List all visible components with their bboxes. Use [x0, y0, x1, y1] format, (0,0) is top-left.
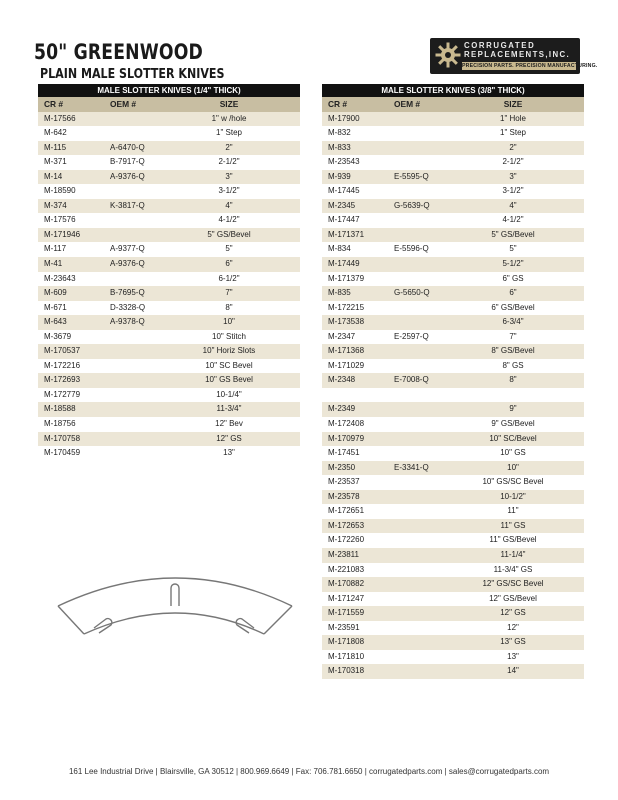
cr-number-cell: M-17451	[328, 448, 360, 458]
table-row	[322, 577, 584, 592]
table-row	[38, 112, 300, 127]
cr-number-cell: M-2350	[328, 462, 356, 472]
table-row	[38, 272, 300, 287]
cr-number-cell: M-172779	[44, 389, 81, 399]
cr-number-cell: M-643	[44, 317, 67, 327]
cr-number-cell: M-115	[44, 142, 67, 152]
table-row	[322, 402, 584, 417]
column-header-size: SIZE	[503, 99, 523, 109]
table-heading: MALE SLOTTER KNIVES (3/8" THICK)	[322, 84, 584, 97]
knife-inner-arc	[84, 613, 264, 634]
table-row	[322, 650, 584, 665]
size-cell: 2"	[509, 142, 517, 152]
oem-number-cell: B-7695-Q	[110, 288, 145, 298]
cr-number-cell: M-17449	[328, 259, 360, 269]
page-title: 50" GREENWOOD	[34, 40, 203, 64]
cr-number-cell: M-172260	[328, 535, 365, 545]
column-header-oem: OEM #	[394, 99, 421, 109]
logo-line-1: CORRUGATED	[464, 41, 536, 50]
table-three-eighths-inch	[322, 84, 584, 679]
table-row	[322, 490, 584, 505]
cr-number-cell: M-23578	[328, 491, 360, 501]
size-cell: 3"	[509, 171, 517, 181]
table-row	[322, 257, 584, 272]
size-cell: 10"	[223, 317, 235, 327]
cr-number-cell: M-170459	[44, 448, 81, 458]
size-cell: 2-1/2"	[218, 157, 240, 167]
size-cell: 12" GS	[500, 608, 526, 618]
size-cell: 5"	[509, 244, 517, 254]
table-row	[322, 417, 584, 432]
size-cell: 5"	[225, 244, 233, 254]
size-cell: 5" GS/Bevel	[491, 229, 535, 239]
cr-number-cell: M-18756	[44, 419, 76, 429]
cr-number-cell: M-171247	[328, 593, 365, 603]
oem-number-cell: E-2597-Q	[394, 331, 429, 341]
table-row	[38, 373, 300, 388]
size-cell: 3-1/2"	[502, 186, 524, 196]
column-header-row	[322, 97, 584, 112]
cr-number-cell: M-23537	[328, 477, 360, 487]
size-cell: 10" GS	[500, 448, 526, 458]
footer-contact: 161 Lee Industrial Drive | Blairsville, GA 30512 | 800.969.6649 | Fax: 706.781.6650 | corrugatedparts.com | sales@corrugatedparts.com	[68, 767, 550, 776]
table-row	[38, 141, 300, 156]
size-cell: 7"	[225, 288, 233, 298]
cr-number-cell: M-171946	[44, 229, 81, 239]
table-row	[38, 402, 300, 417]
size-cell: 10"	[507, 462, 519, 472]
size-cell: 13" GS	[500, 637, 526, 647]
table-row	[38, 199, 300, 214]
size-cell: 6" GS/Bevel	[491, 302, 535, 312]
cr-number-cell: M-609	[44, 288, 67, 298]
size-cell: 6"	[509, 288, 517, 298]
oem-number-cell: A-9378-Q	[110, 317, 145, 327]
table-row	[38, 446, 300, 461]
size-cell: 5" GS/Bevel	[207, 229, 251, 239]
oem-number-cell: A-6470-Q	[110, 142, 145, 152]
column-header-size: SIZE	[219, 99, 239, 109]
slotter-knife-drawing	[56, 572, 296, 644]
table-row	[322, 359, 584, 374]
cr-number-cell: M-17576	[44, 215, 76, 225]
table-row	[38, 417, 300, 432]
size-cell: 3"	[225, 171, 233, 181]
size-cell: 11"	[507, 506, 519, 516]
size-cell: 10-1/4"	[216, 389, 242, 399]
size-cell: 4"	[225, 200, 233, 210]
cr-number-cell: M-14	[44, 171, 63, 181]
cr-number-cell: M-23543	[328, 157, 360, 167]
cr-number-cell: M-17900	[328, 113, 360, 123]
cr-number-cell: M-642	[44, 128, 67, 138]
cr-number-cell: M-171559	[328, 608, 365, 618]
table-row	[38, 388, 300, 403]
size-cell: 1" Hole	[500, 113, 526, 123]
table-row	[38, 359, 300, 374]
oem-number-cell: K-3817-Q	[110, 200, 145, 210]
cr-number-cell: M-671	[44, 302, 67, 312]
table-row	[322, 664, 584, 679]
table-row	[38, 184, 300, 199]
cr-number-cell: M-2349	[328, 404, 356, 414]
cr-number-cell: M-170537	[44, 346, 81, 356]
cr-number-cell: M-171368	[328, 346, 365, 356]
table-row	[38, 170, 300, 185]
table-quarter-inch	[38, 84, 300, 461]
logo-tagline: PRECISION PARTS. PRECISION MANUFACTURING.	[462, 63, 598, 69]
size-cell: 11" GS	[500, 520, 526, 530]
table-row	[38, 155, 300, 170]
table-row	[38, 213, 300, 228]
cr-number-cell: M-939	[328, 171, 351, 181]
cr-number-cell: M-18588	[44, 404, 76, 414]
cr-number-cell: M-172408	[328, 419, 365, 429]
table-row	[38, 242, 300, 257]
cr-number-cell: M-172651	[328, 506, 365, 516]
size-cell: 9"	[509, 404, 517, 414]
table-row	[322, 388, 584, 403]
cr-number-cell: M-834	[328, 244, 351, 254]
table-row	[322, 592, 584, 607]
table-row	[38, 315, 300, 330]
size-cell: 1" w /hole	[211, 113, 247, 123]
table-row	[322, 184, 584, 199]
cr-number-cell: M-23643	[44, 273, 76, 283]
logo-line-2: REPLACEMENTS,INC.	[464, 50, 571, 59]
cr-number-cell: M-2345	[328, 200, 356, 210]
size-cell: 6"	[225, 259, 233, 269]
cr-number-cell: M-17566	[44, 113, 76, 123]
oem-number-cell: A-9376-Q	[110, 171, 145, 181]
cr-number-cell: M-2348	[328, 375, 356, 385]
table-row	[322, 272, 584, 287]
oem-number-cell: B-7917-Q	[110, 157, 145, 167]
size-cell: 11-3/4"	[216, 404, 242, 414]
table-row	[322, 635, 584, 650]
size-cell: 6-3/4"	[502, 317, 524, 327]
table-row	[322, 286, 584, 301]
knife-slot-center	[171, 584, 179, 606]
cr-number-cell: M-835	[328, 288, 351, 298]
table-row	[322, 155, 584, 170]
table-row	[322, 606, 584, 621]
size-cell: 10" Stitch	[212, 331, 246, 341]
oem-number-cell: E-7008-Q	[394, 375, 429, 385]
size-cell: 10" GS/SC Bevel	[482, 477, 544, 487]
size-cell: 12" GS/Bevel	[489, 593, 537, 603]
size-cell: 12"	[507, 622, 519, 632]
cr-number-cell: M-833	[328, 142, 351, 152]
cr-number-cell: M-832	[328, 128, 351, 138]
table-row	[322, 141, 584, 156]
table-row	[38, 228, 300, 243]
size-cell: 14"	[507, 666, 519, 676]
size-cell: 10" SC Bevel	[205, 360, 253, 370]
cr-number-cell: M-171371	[328, 229, 365, 239]
table-row	[322, 301, 584, 316]
size-cell: 11" GS/Bevel	[489, 535, 537, 545]
table-row	[322, 432, 584, 447]
size-cell: 11-3/4" GS	[493, 564, 533, 574]
table-row	[322, 228, 584, 243]
table-row	[322, 373, 584, 388]
table-row	[322, 446, 584, 461]
cr-number-cell: M-172215	[328, 302, 365, 312]
cr-number-cell: M-172216	[44, 360, 81, 370]
size-cell: 11-1/4"	[500, 549, 526, 559]
size-cell: 8"	[509, 375, 517, 385]
table-body	[322, 112, 584, 679]
size-cell: 4-1/2"	[218, 215, 240, 225]
table-row	[322, 126, 584, 141]
table-row	[322, 621, 584, 636]
knife-outer-arc	[58, 578, 292, 606]
table-row	[322, 548, 584, 563]
size-cell: 4"	[509, 200, 517, 210]
cr-number-cell: M-170979	[328, 433, 365, 443]
cr-number-cell: M-171029	[328, 360, 365, 370]
cr-number-cell: M-18590	[44, 186, 76, 196]
column-header-row	[38, 97, 300, 112]
gear-logo-icon	[434, 41, 462, 69]
size-cell: 6" GS	[502, 273, 524, 283]
cr-number-cell: M-374	[44, 200, 67, 210]
cr-number-cell: M-17447	[328, 215, 360, 225]
size-cell: 4-1/2"	[502, 215, 524, 225]
table-row	[322, 199, 584, 214]
table-row	[38, 257, 300, 272]
size-cell: 12" GS/SC Bevel	[482, 579, 544, 589]
table-row	[322, 533, 584, 548]
column-header-cr: CR #	[44, 99, 64, 109]
cr-number-cell: M-170318	[328, 666, 365, 676]
table-row	[322, 170, 584, 185]
cr-number-cell: M-171379	[328, 273, 365, 283]
column-header-oem: OEM #	[110, 99, 137, 109]
table-row	[322, 461, 584, 476]
size-cell: 8"	[225, 302, 233, 312]
table-row	[322, 213, 584, 228]
table-row	[322, 330, 584, 345]
size-cell: 13"	[223, 448, 235, 458]
cr-number-cell: M-170758	[44, 433, 81, 443]
size-cell: 9" GS/Bevel	[491, 419, 535, 429]
cr-number-cell: M-171810	[328, 651, 365, 661]
table-body	[38, 112, 300, 461]
table-row	[322, 315, 584, 330]
size-cell: 2"	[225, 142, 233, 152]
size-cell: 6-1/2"	[218, 273, 240, 283]
cr-number-cell: M-173538	[328, 317, 365, 327]
size-cell: 5-1/2"	[502, 259, 524, 269]
size-cell: 10-1/2"	[500, 491, 526, 501]
cr-number-cell: M-117	[44, 244, 67, 254]
size-cell: 10" SC/Bevel	[489, 433, 537, 443]
table-row	[322, 563, 584, 578]
table-row	[38, 432, 300, 447]
oem-number-cell: E-3341-Q	[394, 462, 429, 472]
table-row	[322, 504, 584, 519]
size-cell: 8" GS	[502, 360, 524, 370]
size-cell: 10" Horiz Slots	[202, 346, 256, 356]
size-cell: 1" Step	[216, 128, 242, 138]
knife-right-edge	[264, 606, 292, 634]
size-cell: 8" GS/Bevel	[491, 346, 535, 356]
cr-number-cell: M-2347	[328, 331, 356, 341]
size-cell: 1" Step	[500, 128, 526, 138]
oem-number-cell: E-5596-Q	[394, 244, 429, 254]
table-row	[322, 344, 584, 359]
oem-number-cell: G-5650-Q	[394, 288, 430, 298]
oem-number-cell: A-9377-Q	[110, 244, 145, 254]
table-row	[322, 112, 584, 127]
oem-number-cell: E-5595-Q	[394, 171, 429, 181]
table-row	[322, 242, 584, 257]
size-cell: 3-1/2"	[218, 186, 240, 196]
oem-number-cell: A-9376-Q	[110, 259, 145, 269]
cr-number-cell: M-3679	[44, 331, 72, 341]
size-cell: 7"	[509, 331, 517, 341]
cr-number-cell: M-172653	[328, 520, 365, 530]
table-heading: MALE SLOTTER KNIVES (1/4" THICK)	[38, 84, 300, 97]
table-row	[38, 301, 300, 316]
oem-number-cell: G-5639-Q	[394, 200, 430, 210]
table-row	[38, 344, 300, 359]
cr-number-cell: M-172693	[44, 375, 81, 385]
cr-number-cell: M-170882	[328, 579, 365, 589]
knife-left-edge	[58, 606, 84, 634]
table-row	[322, 519, 584, 534]
cr-number-cell: M-171808	[328, 637, 365, 647]
size-cell: 2-1/2"	[502, 157, 524, 167]
cr-number-cell: M-23811	[328, 549, 359, 559]
size-cell: 12" GS	[216, 433, 242, 443]
size-cell: 12" Bev	[215, 419, 243, 429]
cr-number-cell: M-371	[44, 157, 67, 167]
oem-number-cell: D-3328-Q	[110, 302, 146, 312]
table-row	[322, 475, 584, 490]
table-row	[38, 126, 300, 141]
company-logo	[430, 38, 598, 74]
cr-number-cell: M-221083	[328, 564, 365, 574]
size-cell: 10" GS Bevel	[205, 375, 253, 385]
table-row	[38, 286, 300, 301]
page-subtitle: PLAIN MALE SLOTTER KNIVES	[40, 66, 225, 82]
column-header-cr: CR #	[328, 99, 348, 109]
cr-number-cell: M-23591	[328, 622, 360, 632]
size-cell: 13"	[507, 651, 519, 661]
table-row	[38, 330, 300, 345]
cr-number-cell: M-41	[44, 259, 63, 269]
cr-number-cell: M-17445	[328, 186, 360, 196]
